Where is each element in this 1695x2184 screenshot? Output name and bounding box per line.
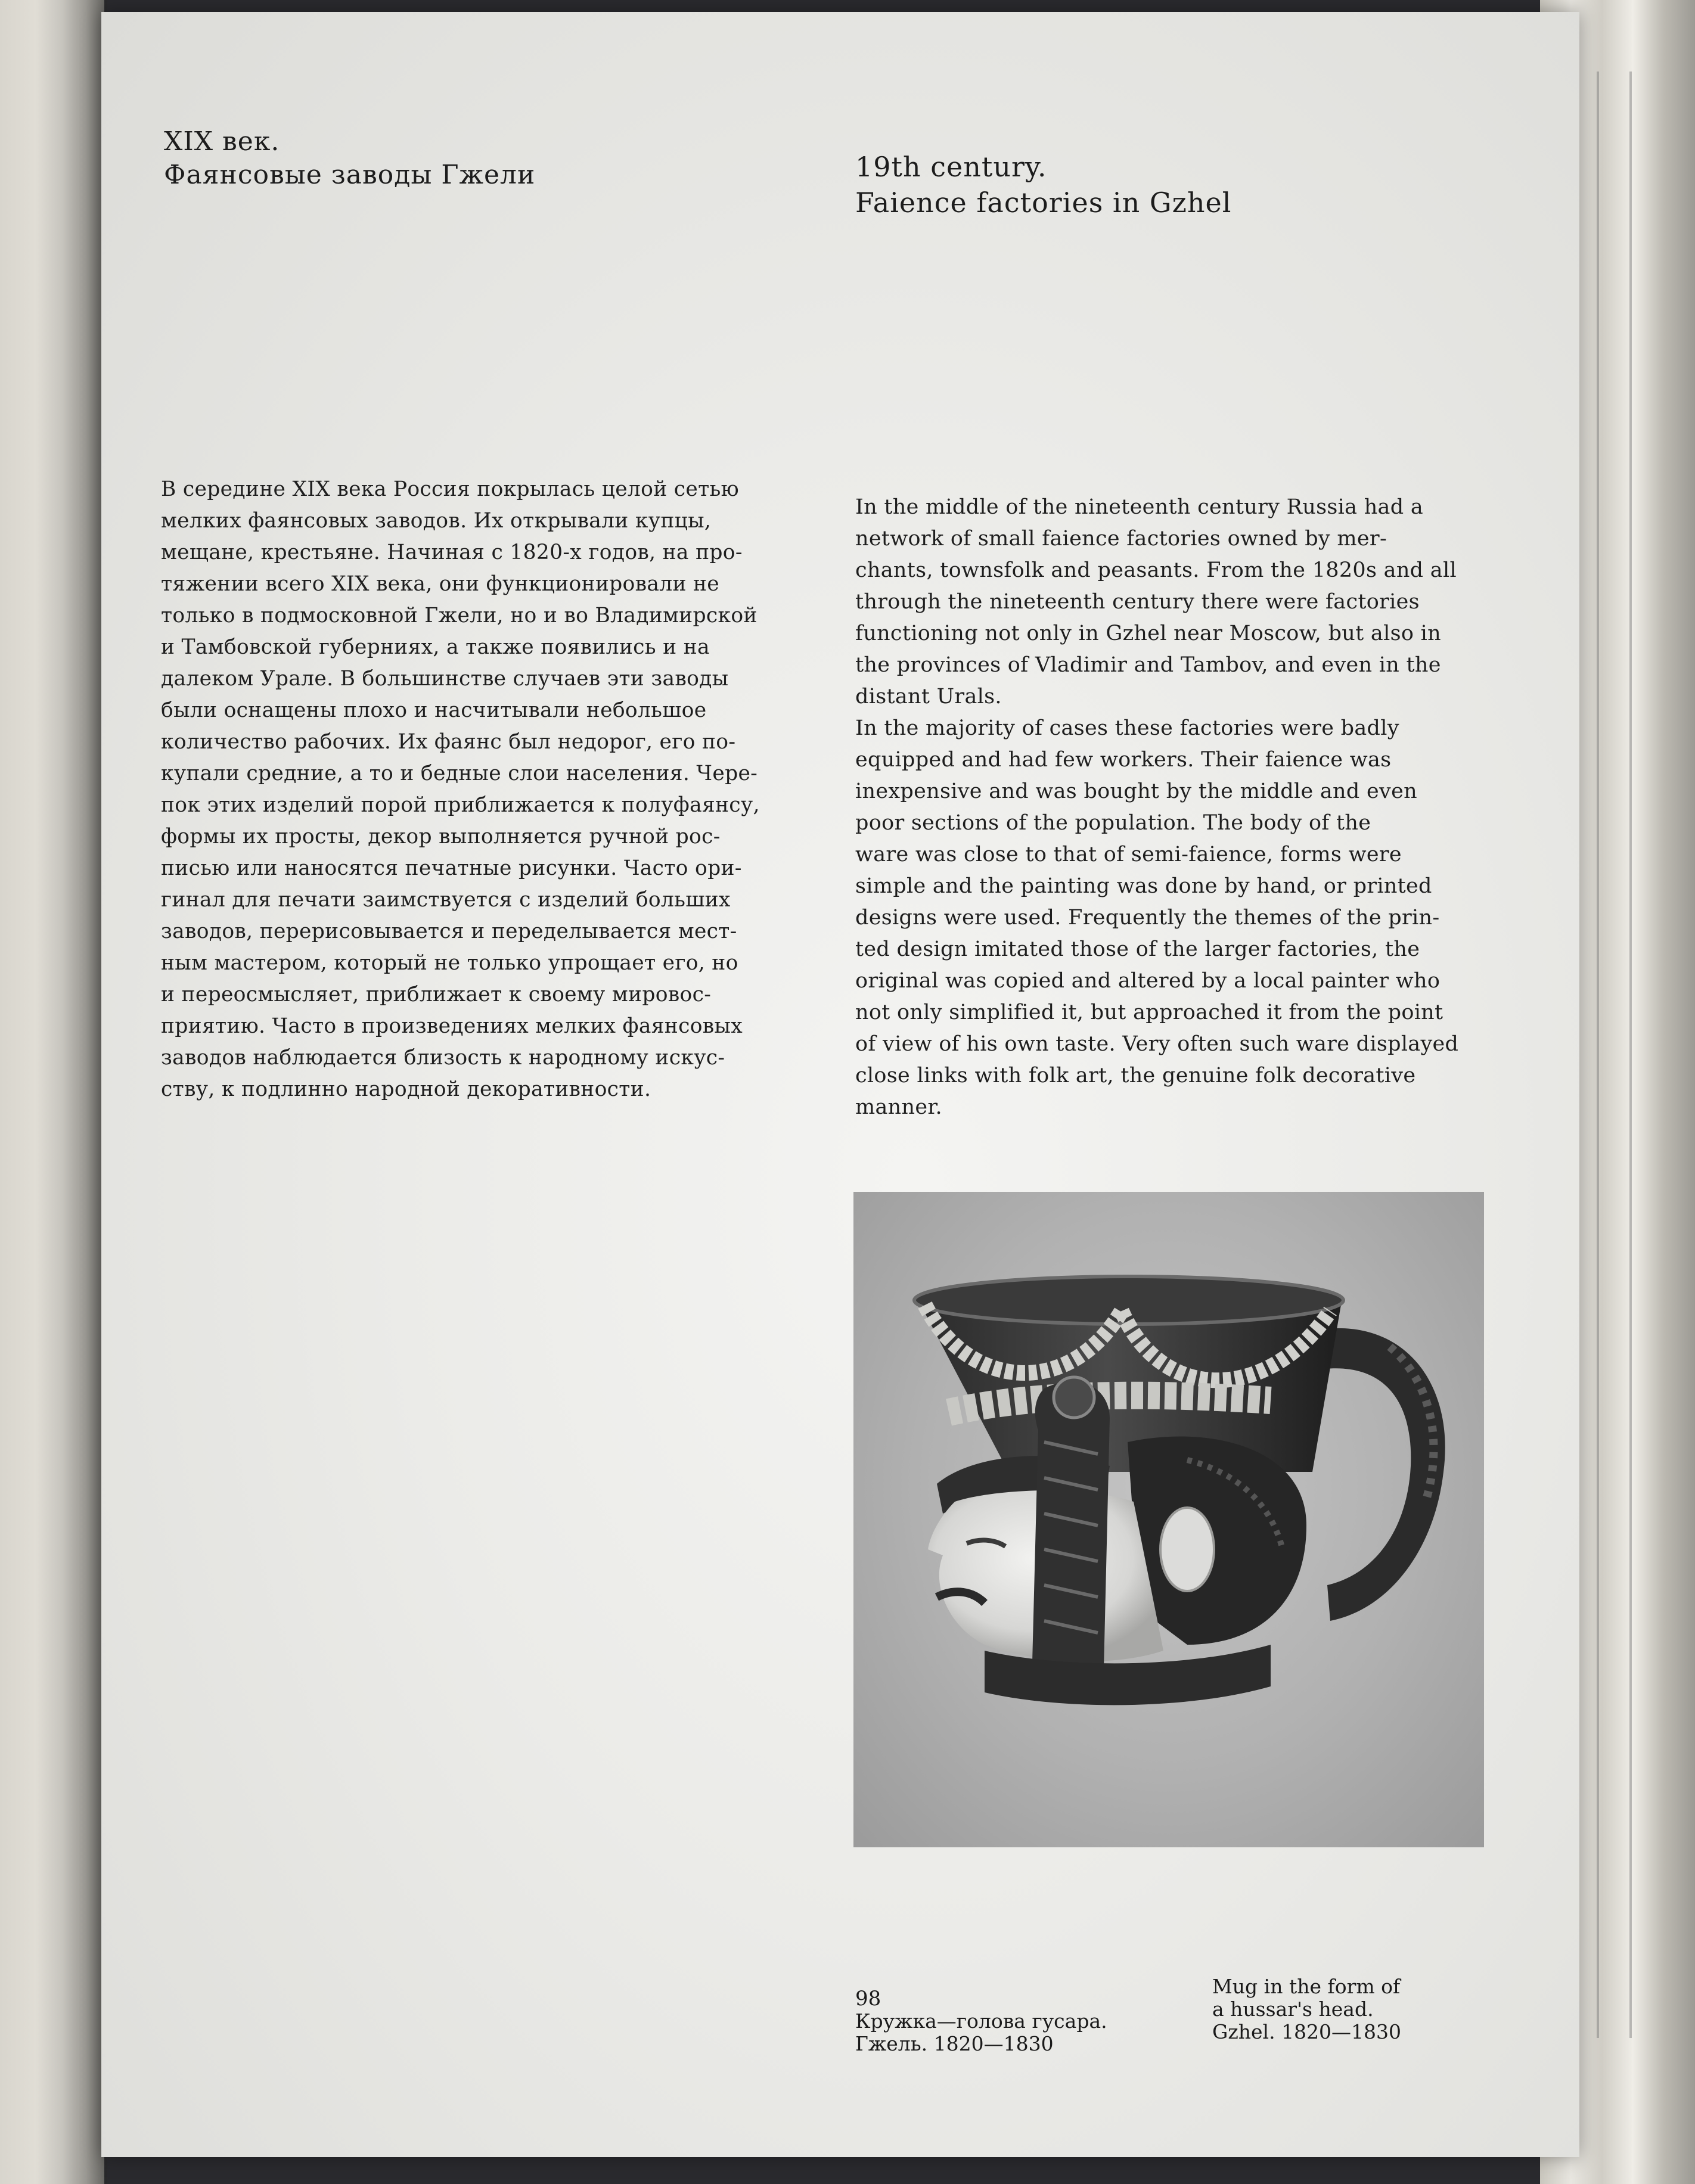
body-ru-line: мещане, крестьяне. Начиная с 1820-х годов, на про- (161, 540, 743, 564)
body-ru-line: мелких фаянсовых заводов. Их открывали купцы, (161, 509, 712, 533)
body-ru-line: тяжении всего XIX века, они функционировали не (161, 572, 720, 596)
body-en-line: equipped and had few workers. Their faience was (855, 748, 1392, 772)
body-ru-line: формы их просты, декор выполняется ручной рос- (161, 825, 721, 849)
body-en-line: manner. (855, 1095, 942, 1119)
body-ru-line: далеком Урале. В большинстве случаев эти заводы (161, 667, 729, 691)
body-ru-line: В середине XIX века Россия покрылась целой сетью (161, 477, 739, 501)
body-ru-line: и переосмысляет, приближает к своему мировос- (161, 983, 712, 1006)
body-ru-line: ным мастером, который не только упрощает его, но (161, 951, 738, 975)
page-edge-line (1629, 72, 1632, 2038)
caption-russian (855, 1987, 1107, 2055)
body-ru-line: пок этих изделий порой приближается к полуфаянсу, (161, 793, 760, 817)
body-ru-line: писью или наносятся печатные рисунки. Часто ори- (161, 856, 742, 880)
caption-english (1212, 1975, 1401, 2043)
page-edge-line (1597, 72, 1599, 2038)
body-ru-line: приятию. Часто в произведениях мелких фаянсовых (161, 1014, 743, 1038)
plume (1032, 1381, 1110, 1675)
body-en-line: inexpensive and was bought by the middle and even (855, 779, 1417, 803)
body-ru-line: купали средние, а то и бедные слои населения. Чере- (161, 762, 758, 785)
caption-en-line-2: a hussar's head. (1212, 1997, 1374, 2021)
body-ru-line: заводов наблюдается близость к народному искус- (161, 1046, 725, 1070)
body-en-line: network of small faience factories owned by mer- (855, 527, 1387, 551)
body-ru-line: только в подмосковной Гжели, но и во Владимирской (161, 604, 758, 627)
heading-russian (164, 125, 535, 192)
caption-en-line-1: Mug in the form of (1212, 1975, 1401, 1998)
body-text-russian (161, 474, 760, 1105)
body-ru-line: количество рабочих. Их фаянс был недорог, его по- (161, 730, 736, 754)
body-en-line: of view of his own taste. Very often such ware displayed (855, 1032, 1459, 1056)
heading-english (855, 149, 1231, 220)
cockade (1054, 1377, 1094, 1418)
caption-ru-line-1: Кружка—голова гусара. (855, 2009, 1107, 2033)
heading-ru-line-2: Фаянсовые заводы Гжели (164, 160, 536, 190)
body-en-line: not only simplified it, but approached it from the point (855, 1001, 1443, 1024)
body-en-line: In the middle of the nineteenth century Russia had a (855, 495, 1424, 519)
body-ru-line: заводов, перерисовывается и переделывается мест- (161, 919, 737, 943)
body-en-line: through the nineteenth century there were factories (855, 590, 1420, 614)
body-en-line: functioning not only in Gzhel near Moscow, but also in (855, 622, 1441, 645)
book-page (101, 12, 1579, 2157)
body-ru-line: и Тамбовской губерниях, а также появились и на (161, 635, 710, 659)
body-en-line: In the majority of cases these factories were badly (855, 716, 1399, 740)
body-en-line: ware was close to that of semi-faience, forms were (855, 843, 1402, 866)
body-ru-line: гинал для печати заимствуется с изделий больших (161, 888, 731, 912)
body-en-line: simple and the painting was done by hand, or printed (855, 874, 1432, 898)
hussar-mug-photo (853, 1192, 1484, 1847)
book-binding-shadow (36, 0, 107, 2184)
heading-en-line-1: 19th century. (855, 151, 1047, 183)
heading-en-line-2: Faience factories in Gzhel (855, 187, 1232, 219)
body-text-english (855, 492, 1458, 1123)
caption-en-line-3: Gzhel. 1820—1830 (1212, 2020, 1402, 2043)
heading-ru-line-1: XIX век. (164, 126, 280, 157)
body-en-line: close links with folk art, the genuine folk decorative (855, 1064, 1416, 1088)
body-en-line: poor sections of the population. The body of the (855, 811, 1371, 835)
body-en-line: designs were used. Frequently the themes of the prin- (855, 906, 1440, 930)
body-en-line: original was copied and altered by a local painter who (855, 969, 1441, 993)
body-en-line: distant Urals. (855, 685, 1002, 709)
body-ru-line: были оснащены плохо и насчитывали небольшое (161, 698, 707, 722)
body-en-line: the provinces of Vladimir and Tambov, and even in the (855, 653, 1441, 677)
plate-number: 98 (855, 1987, 881, 2011)
caption-ru-line-2: Гжель. 1820—1830 (855, 2032, 1054, 2055)
hussar-mug-illustration (853, 1192, 1484, 1847)
body-en-line: chants, townsfolk and peasants. From the 1820s and all (855, 558, 1457, 582)
body-en-line: ted design imitated those of the larger factories, the (855, 937, 1420, 961)
body-ru-line: ству, к подлинно народной декоративности. (161, 1077, 651, 1101)
